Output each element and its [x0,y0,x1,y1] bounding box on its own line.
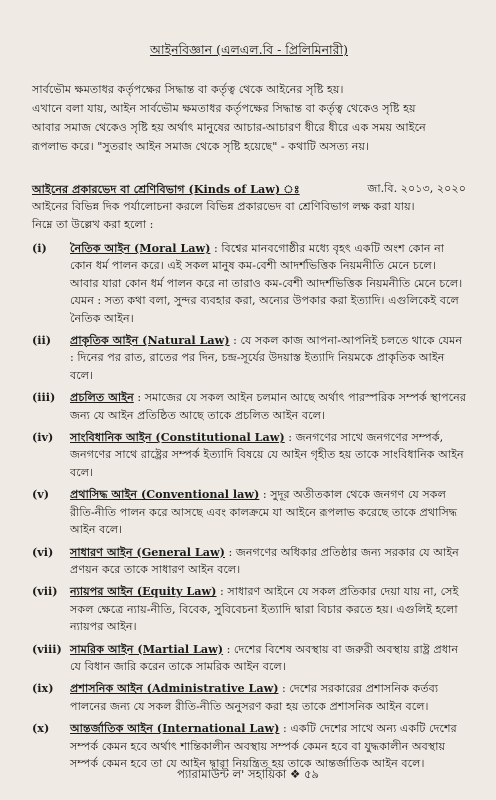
section-reference: জা.বি. ২০১৩, ২০২০ [367,182,466,195]
item-term: সাধারণ আইন (General Law) [70,544,225,559]
item-body [70,332,466,384]
list-item [32,429,466,481]
item-number: (v) [32,487,50,502]
section-heading [32,180,466,198]
list-item [32,332,466,384]
list-item [32,486,466,538]
item-body [70,486,466,538]
item-body [70,389,466,424]
item-term: প্রাকৃতিক আইন (Natural Law) [70,333,230,348]
item-number: (ix) [32,681,54,696]
item-term: আন্তর্জাতিক আইন (International Law) [70,721,280,736]
intro-line: এখানে বলা যায়, আইন সার্বভৌম ক্ষমতাধর কর্তৃপক্ষের সিদ্ধান্ত বা কর্তৃত্ব থেকেও সৃষ্টি হয় [32,102,416,115]
item-number: (iv) [32,430,54,445]
item-body [70,680,466,715]
item-text: : দেশের বিশেষ অবস্থায় বা জরুরী অবস্থায় রাষ্ট্র প্রধান যে বিধান জারি করেন তাকে সামরিক আইন বলে। [70,642,459,673]
item-text: : একটি দেশের সাথে অন্য একটি দেশের সম্পর্ক কেমন হবে অর্থাৎ শান্তিকালীন অবস্থায় সম্পর্ক কেমন হবে বা যুদ্ধকালীন অবস্থায় সম্পর্ক কেমন হবে তা যে আইন দ্বারা নিয়ন্ত্রিত হয় তাকে আন্তর্জাতিক আইন বলে। [70,722,457,770]
page-footer: প্যারামাউন্ট ল' সহায়িকা ❖ ৫৯ [177,767,319,781]
item-text: : সাধারণ আইনে যে সকল প্রতিকার দেয়া যায় না, সেই সকল ক্ষেত্রে ন্যায়-নীতি, বিবেক, সুবিবেচনা ইত্যাদি দ্বারা বিচার করতে হয়। এগুলিই হলো ন্যায়পর আইন। [70,585,459,634]
item-term: প্রথাসিদ্ধ আইন (Conventional law) [70,487,260,502]
item-text: : দেশের সরকারের প্রশাসনিক কর্তব্য পালনের জন্য যে সকল রীতি-নীতি অনুসরণ করা হয় তাকে প্রশাসনিক আইন বলে। [70,682,439,713]
item-body [70,544,466,579]
intro-line: আবার সমাজ থেকেও সৃষ্টি হয় অর্থাৎ মানুষের আচার-আচারণ ধীরে ধীরে এক সময় আইনে [32,121,426,134]
item-body [70,583,466,635]
section-desc-line: নিম্নে তা উল্লেখ করা হলো : [32,218,154,231]
item-text: : জনগণের সাথে জনগণের সম্পর্ক, জনগণের সাথে রাষ্ট্রের সম্পর্ক ইত্যাদি বিষয়ে যে আইন গৃহীত হয় তাকে সাংবিধানিক আইন বলে। [70,431,464,479]
list-item [32,720,466,772]
item-number: (vii) [32,584,58,599]
section-title: আইনের প্রকারভেদ বা শ্রেণিবিভাগ (Kinds of Law) ঃ [32,182,300,196]
item-term: ন্যায়পর আইন (Equity Law) [70,584,217,599]
item-number: (x) [32,721,50,736]
item-text: : সুদূর অতীতকাল থেকে জনগণ যে সকল রীতি-নীতি পালন করে আসছে এবং কালক্রমে যা আইনে রূপলাভ করেছে তাকে প্রথাসিদ্ধ আইন বলে। [70,488,458,537]
list-item [32,240,466,327]
item-term: নৈতিক আইন (Moral Law) [70,241,211,255]
item-number: (vi) [32,544,54,559]
item-number: (ii) [32,333,52,348]
item-body [70,641,466,676]
item-body [70,429,466,481]
item-text: : সমাজের যে সকল আইন চলমান আছে অর্থাৎ পারস্পরিক সম্পর্ক স্থাপনের জন্য যে আইন প্রতিষ্ঠিত আছে তাকে প্রচলিত আইন বলে। [70,391,466,422]
item-body [70,240,466,327]
section-desc-line: আইনের বিভিন্ন দিক পর্যালোচনা করলে বিভিন্ন প্রকারভেদ বা শ্রেণিবিভাগ লক্ষ করা যায়। [32,200,415,213]
item-number: (i) [32,241,47,255]
list-item [32,389,466,424]
list-item [32,641,466,676]
list-item [32,544,466,579]
intro-line: রূপলাভ করে। "সুতরাং আইন সমাজ থেকে সৃষ্টি হয়েছে" - কথাটি অসত্য নয়। [32,140,369,153]
list-item [32,583,466,635]
page-title: আইনবিজ্ঞান (এলএল.বি - প্রিলিমিনারী) [149,42,349,57]
item-term: সাংবিধানিক আইন (Constitutional Law) [70,430,285,445]
page-header [32,0,466,62]
item-term: প্রশাসনিক আইন (Administrative Law) [70,681,279,696]
item-term: সামরিক আইন (Martial Law) [70,641,224,656]
item-term: প্রচলিত আইন [70,390,134,405]
intro-paragraph [32,80,466,156]
law-types-list [32,240,466,772]
intro-line: সার্বভৌম ক্ষমতাধর কর্তৃপক্ষের সিদ্ধান্ত বা কর্তৃত্ব থেকে আইনের সৃষ্টি হয়। [32,83,344,96]
item-body [70,720,466,772]
item-number: (iii) [32,390,56,405]
item-text: : জনগণের অধিকার প্রতিষ্ঠার জন্য সরকার যে আইন প্রণয়ন করে তাকে সাধারণ আইন বলে। [70,545,459,576]
item-text: : বিশ্বের মানবগোষ্ঠীর মধ্যে বৃহৎ একটি অংশ কোন না কোন ধর্ম পালন করে। এই সকল মানুষ কম-বেশী আদর্শভিত্তিক নিয়মনীতি মেনে চলে। আবার যারা কোন ধর্ম পালন করে না তারাও কম-বেশী আদর্শভিত্তিক নিয়মনীতি মেনে চলে। যেমন : সত্য কথা বলা, সুন্দর ব্যবহার করা, অন্যের উপকার করা ইত্যাদি। এগুলিকেই বলে নৈতিক আইন। [70,242,463,325]
item-text: : যে সকল কাজ আপনা-আপনিই চলতে থাকে যেমন : দিনের পর রাত, রাতের পর দিন, চন্দ্র-সূর্যের উদয়াস্ত ইত্যাদি নিয়মকে প্রাকৃতিক আইন বলে। [70,334,463,382]
item-number: (viii) [32,641,62,656]
section-description [32,198,466,234]
list-item [32,680,466,715]
